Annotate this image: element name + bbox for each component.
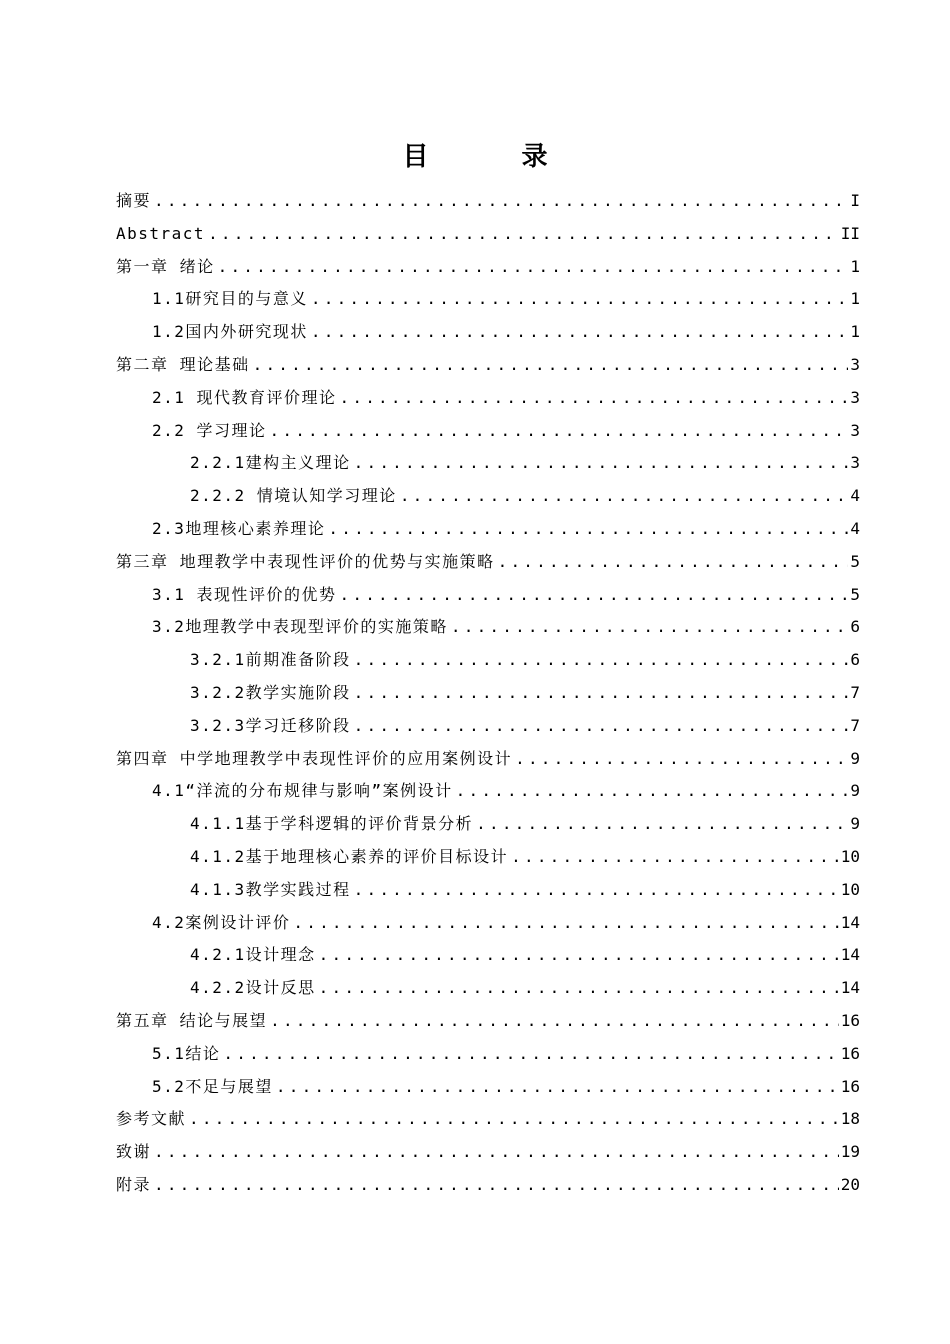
toc-entry-page-number: 9 xyxy=(850,748,860,768)
toc-dot-leader xyxy=(253,349,849,382)
toc-entry[interactable] xyxy=(116,743,860,776)
toc-entry[interactable] xyxy=(116,710,860,743)
toc-entry-label: 2.3地理核心素养理论 xyxy=(152,518,326,538)
toc-entry-page-number: 3 xyxy=(850,387,860,407)
toc-entry[interactable] xyxy=(116,579,860,612)
toc-entry-label: 2.2.2 情境认知学习理论 xyxy=(190,486,397,506)
toc-entry-label: 2.2.1建构主义理论 xyxy=(190,453,351,473)
toc-entry-label: 2.1 现代教育评价理论 xyxy=(152,387,337,407)
toc-dot-leader xyxy=(451,611,848,644)
toc-entry[interactable] xyxy=(116,251,860,284)
toc-entry[interactable] xyxy=(116,1169,860,1202)
toc-entry-label: 第五章 结论与展望 xyxy=(116,1010,268,1030)
toc-entry[interactable] xyxy=(116,283,860,316)
toc-entry[interactable] xyxy=(116,939,860,972)
toc-entry-label: 参考文献 xyxy=(116,1109,187,1129)
toc-entry[interactable] xyxy=(116,1005,860,1038)
toc-dot-leader xyxy=(189,1103,839,1136)
toc-dot-leader xyxy=(319,972,839,1005)
toc-dot-leader xyxy=(154,185,848,218)
toc-entry-page-number: 16 xyxy=(840,1010,860,1030)
toc-entry[interactable] xyxy=(116,349,860,382)
toc-dot-leader xyxy=(154,1169,839,1202)
toc-entry[interactable] xyxy=(116,775,860,808)
toc-dot-leader xyxy=(511,841,839,874)
toc-entry-page-number: 10 xyxy=(840,846,860,866)
toc-dot-leader xyxy=(400,480,849,513)
toc-entry-page-number: 1 xyxy=(850,322,860,342)
toc-entry-page-number: 1 xyxy=(850,289,860,309)
toc-entry[interactable] xyxy=(116,874,860,907)
toc-entry-label: 1.1研究目的与意义 xyxy=(152,289,308,309)
toc-entry-page-number: 10 xyxy=(840,879,860,899)
toc-entry-label: 5.1结论 xyxy=(152,1043,221,1063)
toc-dot-leader xyxy=(354,447,849,480)
toc-entry-page-number: 19 xyxy=(840,1142,860,1162)
toc-dot-leader xyxy=(515,743,848,776)
toc-entry-page-number: 4 xyxy=(850,518,860,538)
toc-entry[interactable] xyxy=(116,218,860,251)
toc-entry-page-number: 16 xyxy=(840,1043,860,1063)
toc-entry[interactable] xyxy=(116,611,860,644)
toc-entry-page-number: 6 xyxy=(850,617,860,637)
toc-entry[interactable] xyxy=(116,841,860,874)
toc-dot-leader xyxy=(354,644,849,677)
toc-entry-page-number: 14 xyxy=(840,978,860,998)
toc-entry-page-number: 14 xyxy=(840,945,860,965)
toc-dot-leader xyxy=(270,415,849,448)
toc-dot-leader xyxy=(218,251,849,284)
toc-entry-label: 附录 xyxy=(116,1174,152,1194)
toc-entry-page-number: 7 xyxy=(850,715,860,735)
toc-entry[interactable] xyxy=(116,415,860,448)
toc-entry-page-number: 16 xyxy=(840,1076,860,1096)
toc-entry-page-number: 3 xyxy=(850,420,860,440)
toc-entry-label: 3.2.3学习迁移阶段 xyxy=(190,715,351,735)
toc-entry-label: 4.1“洋流的分布规律与影响”案例设计 xyxy=(152,781,453,801)
toc-dot-leader xyxy=(311,283,848,316)
toc-entry[interactable] xyxy=(116,907,860,940)
toc-dot-leader xyxy=(328,513,848,546)
toc-entry-label: 2.2 学习理论 xyxy=(152,420,267,440)
toc-entry-page-number: 18 xyxy=(840,1109,860,1129)
toc-dot-leader xyxy=(270,1005,839,1038)
toc-entry[interactable] xyxy=(116,972,860,1005)
toc-entry-label: 3.2.2教学实施阶段 xyxy=(190,682,351,702)
toc-entry[interactable] xyxy=(116,316,860,349)
toc-entry-label: 3.2地理教学中表现型评价的实施策略 xyxy=(152,617,448,637)
toc-entry[interactable] xyxy=(116,513,860,546)
toc-entry-label: 4.1.3教学实践过程 xyxy=(190,879,351,899)
toc-entry-page-number: 7 xyxy=(850,682,860,702)
toc-entry-label: 第三章 地理教学中表现性评价的优势与实施策略 xyxy=(116,551,495,571)
toc-dot-leader xyxy=(354,677,849,710)
toc-dot-leader xyxy=(354,874,839,907)
toc-entry-label: 4.2.1设计理念 xyxy=(190,945,316,965)
toc-dot-leader xyxy=(340,579,849,612)
toc-entry-page-number: 20 xyxy=(840,1174,860,1194)
toc-dot-leader xyxy=(456,775,849,808)
toc-entry[interactable] xyxy=(116,677,860,710)
toc-entry[interactable] xyxy=(116,1136,860,1169)
toc-entry-page-number: 3 xyxy=(850,453,860,473)
toc-entry[interactable] xyxy=(116,1071,860,1104)
toc-entry-label: 1.2国内外研究现状 xyxy=(152,322,308,342)
toc-entry-page-number: 9 xyxy=(850,814,860,834)
toc-entry-label: 3.1 表现性评价的优势 xyxy=(152,584,337,604)
toc-entry-label: 5.2不足与展望 xyxy=(152,1076,273,1096)
toc-entry-page-number: 14 xyxy=(840,912,860,932)
toc-entry-page-number: 6 xyxy=(850,650,860,670)
toc-entry-label: 致谢 xyxy=(116,1142,152,1162)
toc-entry-label: 4.2.2设计反思 xyxy=(190,978,316,998)
toc-entry[interactable] xyxy=(116,382,860,415)
toc-entry-page-number: II xyxy=(840,223,860,243)
toc-entry[interactable] xyxy=(116,1103,860,1136)
toc-entry[interactable] xyxy=(116,480,860,513)
toc-dot-leader xyxy=(223,1038,838,1071)
toc-dot-leader xyxy=(276,1071,839,1104)
toc-dot-leader xyxy=(340,382,849,415)
toc-dot-leader xyxy=(476,808,848,841)
toc-entry-label: 摘要 xyxy=(116,191,152,210)
toc-entry-label: 4.2案例设计评价 xyxy=(152,912,291,932)
toc-dot-leader xyxy=(208,218,839,251)
toc-dot-leader xyxy=(293,907,838,940)
toc-title: 目 录 xyxy=(402,142,590,172)
toc-entry-label: Abstract xyxy=(116,223,206,243)
toc-dot-leader xyxy=(311,316,848,349)
toc-entry-label: 第一章 绪论 xyxy=(116,256,215,276)
toc-entry-label: 第二章 理论基础 xyxy=(116,354,250,374)
toc-entry-label: 3.2.1前期准备阶段 xyxy=(190,650,351,670)
toc-entry-page-number: 3 xyxy=(850,354,860,374)
toc-entry[interactable] xyxy=(116,546,860,579)
toc-entry[interactable] xyxy=(116,808,860,841)
toc-entry[interactable] xyxy=(116,644,860,677)
table-of-contents xyxy=(116,185,860,1202)
toc-entry[interactable] xyxy=(116,185,860,218)
toc-entry[interactable] xyxy=(116,447,860,480)
toc-entry-page-number: 5 xyxy=(850,584,860,604)
toc-entry-page-number: 5 xyxy=(850,551,860,571)
toc-dot-leader xyxy=(498,546,849,579)
toc-entry-label: 4.1.1基于学科逻辑的评价背景分析 xyxy=(190,814,474,834)
toc-entry-page-number: I xyxy=(850,191,860,210)
toc-entry-page-number: 1 xyxy=(850,256,860,276)
toc-entry-label: 4.1.2基于地理核心素养的评价目标设计 xyxy=(190,846,509,866)
toc-entry-page-number: 4 xyxy=(850,486,860,506)
toc-dot-leader xyxy=(319,939,839,972)
toc-dot-leader xyxy=(354,710,849,743)
toc-entry-page-number: 9 xyxy=(850,781,860,801)
toc-entry[interactable] xyxy=(116,1038,860,1071)
toc-dot-leader xyxy=(154,1136,839,1169)
toc-entry-label: 第四章 中学地理教学中表现性评价的应用案例设计 xyxy=(116,748,513,768)
